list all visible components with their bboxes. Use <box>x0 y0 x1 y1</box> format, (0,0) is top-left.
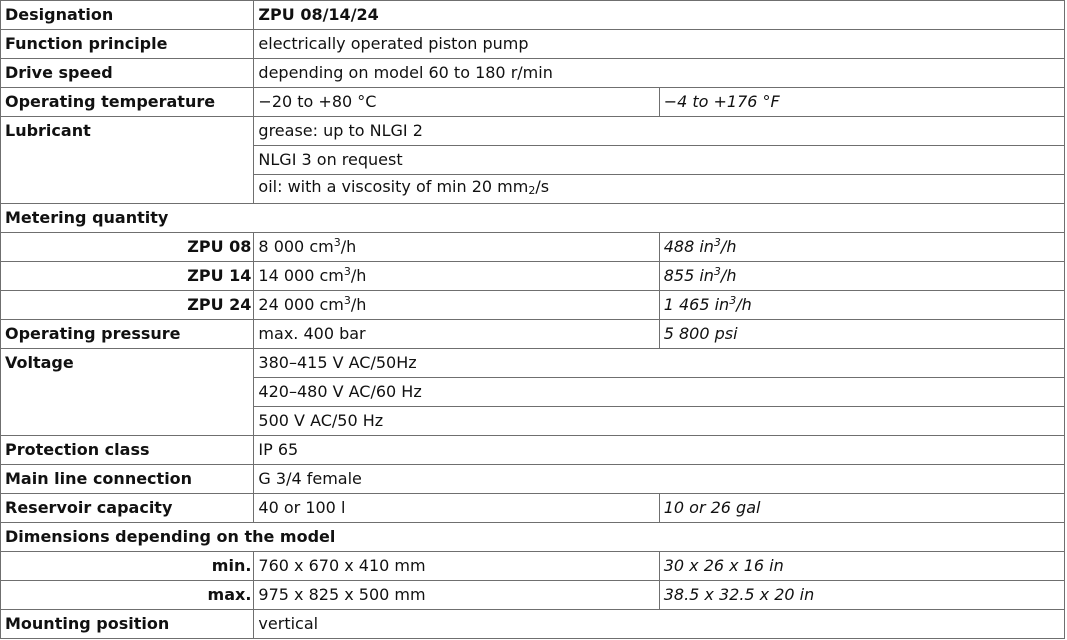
main-line-connection-value: G 3/4 female <box>254 465 1065 494</box>
reservoir-capacity-metric: 40 or 100 l <box>254 494 659 523</box>
drive-speed-label: Drive speed <box>1 59 254 88</box>
protection-class-row <box>1 436 1065 465</box>
metering-imperial-value <box>659 262 1064 291</box>
protection-class-value: IP 65 <box>254 436 1065 465</box>
metering-per-unit: /h <box>350 266 367 285</box>
dimensions-max-metric: 975 x 825 x 500 mm <box>254 581 659 610</box>
metering-exponent: 3 <box>343 265 351 278</box>
dimensions-max-imperial: 38.5 x 32.5 x 20 in <box>659 581 1064 610</box>
function-principle-value: electrically operated piston pump <box>254 30 1065 59</box>
metering-exponent: 3 <box>713 265 721 278</box>
metering-metric-value <box>254 233 659 262</box>
operating-temperature-label: Operating temperature <box>1 88 254 117</box>
metering-model-label: ZPU 24 <box>1 291 254 320</box>
metering-exponent: 3 <box>713 236 721 249</box>
reservoir-capacity-imperial: 10 or 26 gal <box>659 494 1064 523</box>
voltage-value: 500 V AC/50 Hz <box>254 407 1065 436</box>
designation-row <box>1 1 1065 30</box>
designation-value: ZPU 08/14/24 <box>254 1 1065 30</box>
metering-metric-number: 8 000 cm <box>258 237 334 256</box>
lubricant-row <box>1 117 1065 146</box>
reservoir-capacity-row <box>1 494 1065 523</box>
metering-metric-number: 24 000 cm <box>258 295 344 314</box>
lubricant-nlgi3: NLGI 3 on request <box>254 146 1065 175</box>
dimensions-max-row <box>1 581 1065 610</box>
metering-model-label: ZPU 14 <box>1 262 254 291</box>
lubricant-oil-text: oil: with a viscosity of min 20 mm <box>258 177 529 196</box>
metering-imperial-number: 1 465 in <box>663 295 730 314</box>
metering-model-label: ZPU 08 <box>1 233 254 262</box>
voltage-value: 380–415 V AC/50Hz <box>254 349 1065 378</box>
metering-imperial-value <box>659 233 1064 262</box>
metering-exponent: 3 <box>343 294 351 307</box>
metering-per-unit: /h <box>720 266 737 285</box>
metering-quantity-row <box>1 291 1065 320</box>
operating-pressure-imperial: 5 800 psi <box>659 320 1064 349</box>
operating-pressure-row <box>1 320 1065 349</box>
function-principle-row <box>1 30 1065 59</box>
metering-exponent: 3 <box>729 294 737 307</box>
metering-metric-value <box>254 291 659 320</box>
lubricant-oil <box>254 175 1065 204</box>
voltage-label: Voltage <box>1 349 254 436</box>
mounting-position-row <box>1 610 1065 639</box>
operating-pressure-metric: max. 400 bar <box>254 320 659 349</box>
dimensions-label: Dimensions depending on the model <box>1 523 1065 552</box>
metering-per-unit: /h <box>720 237 737 256</box>
lubricant-label: Lubricant <box>1 117 254 204</box>
metering-metric-number: 14 000 cm <box>258 266 344 285</box>
dimensions-min-row <box>1 552 1065 581</box>
voltage-row <box>1 349 1065 378</box>
protection-class-label: Protection class <box>1 436 254 465</box>
drive-speed-row <box>1 59 1065 88</box>
metering-quantity-row <box>1 233 1065 262</box>
lubricant-oil-subscript: 2 <box>528 184 536 197</box>
metering-quantity-header-row <box>1 204 1065 233</box>
metering-quantity-row <box>1 262 1065 291</box>
main-line-connection-label: Main line connection <box>1 465 254 494</box>
operating-temperature-imperial: −4 to +176 °F <box>659 88 1064 117</box>
dimensions-min-label: min. <box>1 552 254 581</box>
function-principle-label: Function principle <box>1 30 254 59</box>
mounting-position-value: vertical <box>254 610 1065 639</box>
metering-imperial-number: 855 in <box>663 266 714 285</box>
drive-speed-value: depending on model 60 to 180 r/min <box>254 59 1065 88</box>
dimensions-min-imperial: 30 x 26 x 16 in <box>659 552 1064 581</box>
dimensions-max-label: max. <box>1 581 254 610</box>
metering-exponent: 3 <box>333 236 341 249</box>
metering-per-unit: /h <box>736 295 752 314</box>
metering-quantity-label: Metering quantity <box>1 204 1065 233</box>
metering-metric-value <box>254 262 659 291</box>
lubricant-oil-unit: /s <box>535 177 550 196</box>
operating-temperature-row <box>1 88 1065 117</box>
lubricant-grease: grease: up to NLGI 2 <box>254 117 1065 146</box>
dimensions-min-metric: 760 x 670 x 410 mm <box>254 552 659 581</box>
designation-label: Designation <box>1 1 254 30</box>
metering-per-unit: /h <box>350 295 367 314</box>
metering-per-unit: /h <box>340 237 357 256</box>
dimensions-header-row <box>1 523 1065 552</box>
operating-temperature-metric: −20 to +80 °C <box>254 88 659 117</box>
metering-imperial-value <box>659 291 1064 320</box>
voltage-value: 420–480 V AC/60 Hz <box>254 378 1065 407</box>
mounting-position-label: Mounting position <box>1 610 254 639</box>
operating-pressure-label: Operating pressure <box>1 320 254 349</box>
metering-imperial-number: 488 in <box>663 237 714 256</box>
reservoir-capacity-label: Reservoir capacity <box>1 494 254 523</box>
main-line-connection-row <box>1 465 1065 494</box>
